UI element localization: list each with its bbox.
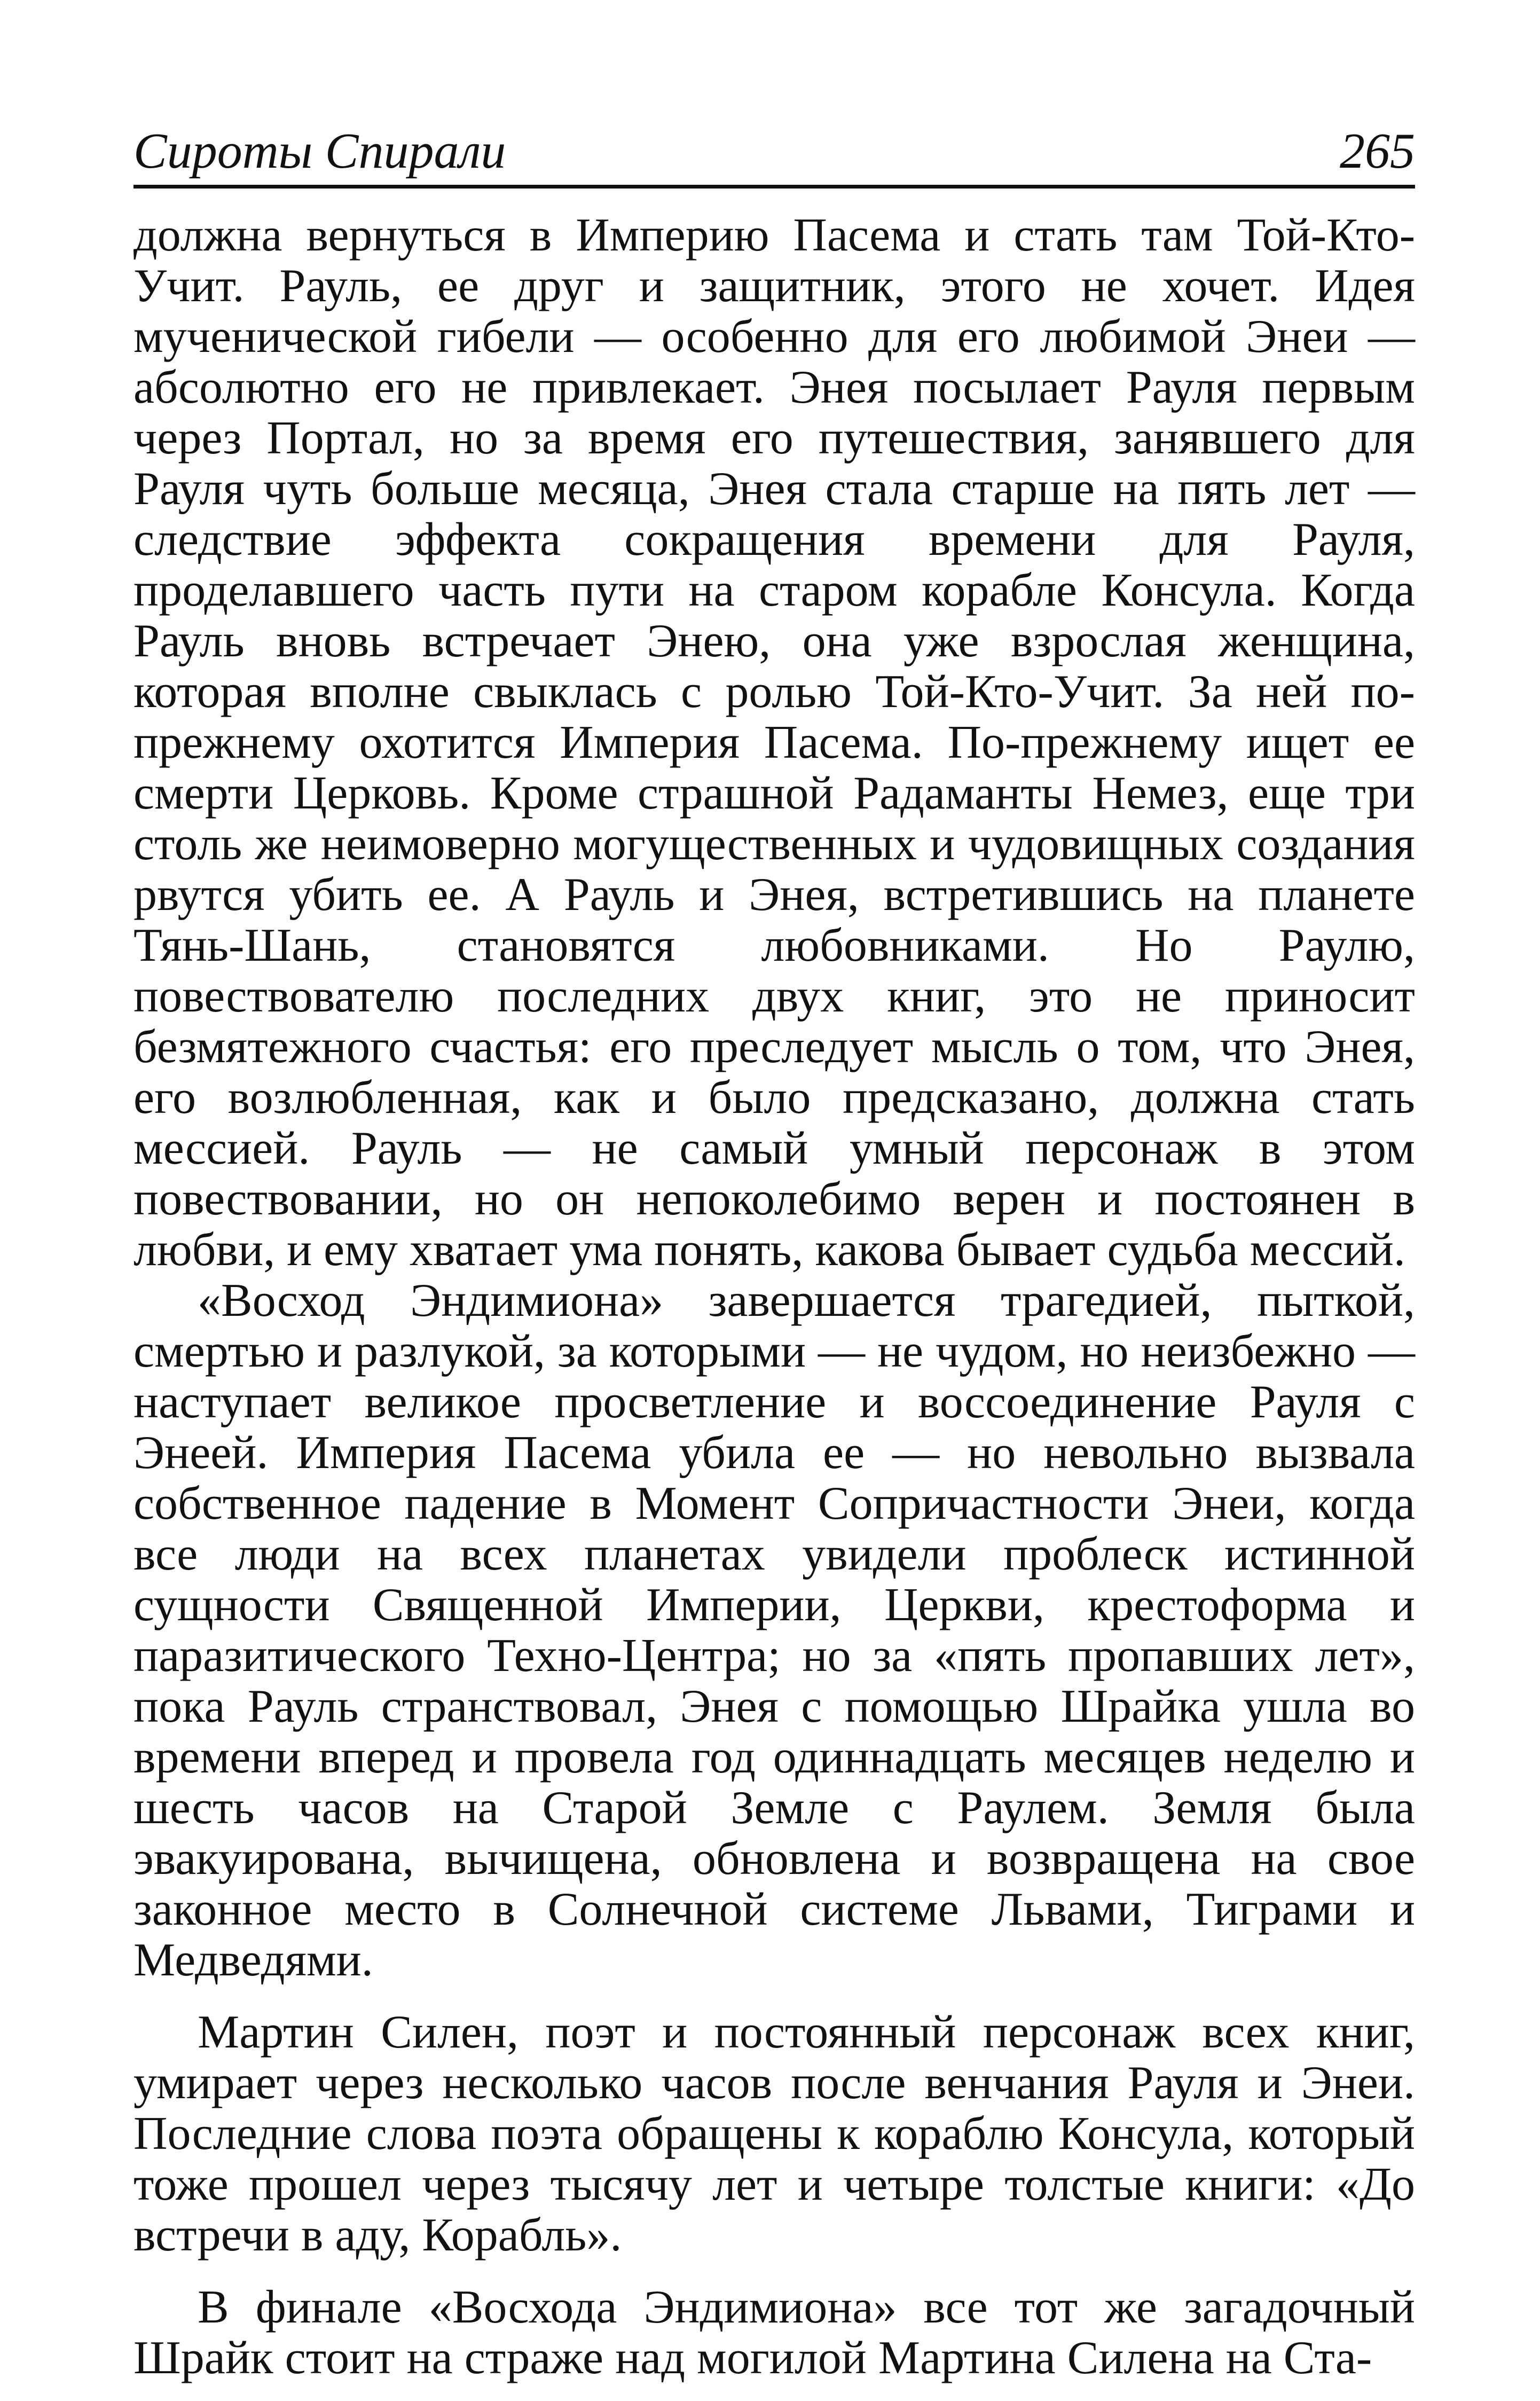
book-page [133,96,1415,2383]
paragraph-endymion-rising: «Восход Эндимиона» завершается трагедией, пыткой, смертью и разлукой, за которыми — не чудом, но неизбежно — наступает великое просветление и воссоединение Рауля с Энеей. Империя Пасема убила ее — но невольно вызвала собственное падение в Момент Сопричастности Энеи, когда все люди на всех планетах увидели проблеск истинной сущности Священной Империи, Церкви, крестоформа и паразитического Техно-Центра; но за «пять пропавших лет», пока Рауль странствовал, Энея с помощью Шрайка ушла во времени вперед и провела год одиннадцать месяцев неделю и шесть часов на Старой Земле с Раулем. Земля была эвакуирована, вычищена, обновлена и возвращена на свое законное место в Солнечной системе Львами, Тиграми и Медведями. [133,1275,1415,1986]
header-rule [133,185,1415,189]
running-title: Сироты Спирали [133,123,506,179]
body-text [133,210,1415,2383]
paragraph-martin-silenus: Мартин Силен, поэт и постоянный персонаж всех книг, умирает через несколько часов после венчания Рауля и Энеи. Последние слова поэта обращены к кораблю Консула, который тоже прошел через тысячу лет и четыре толстые книги: «До встречи в аду, Корабль». [133,2006,1415,2261]
page-number: 265 [1340,123,1415,179]
paragraph-continued: должна вернуться в Империю Пасема и стать там Той-Кто-Учит. Рауль, ее друг и защитник, этого не хочет. Идея мученической гибели — особенно для его любимой Энеи — абсолютно его не привлекает. Энея посылает Рауля первым через Портал, но за время его путешествия, занявшего для Рауля чуть больше месяца, Энея стала старше на пять лет — следствие эффекта сокращения времени для Рауля, проделавшего часть пути на старом корабле Консула. Когда Рауль вновь встречает Энею, она уже взрослая женщина, которая вполне свыклась с ролью Той-Кто-Учит. За ней по-прежнему охотится Империя Пасема. По-прежнему ищет ее смерти Церковь. Кроме страшной Радаманты Немез, еще три столь же неимоверно могущественных и чудовищных создания рвутся убить ее. А Рауль и Энея, встретившись на планете Тянь-Шань, становятся любовниками. Но Раулю, повествователю последних двух книг, это не приносит безмятежного счастья: его преследует мысль о том, что Энея, его возлюбленная, как и было предсказано, должна стать мессией. Рауль — не самый умный персонаж в этом повествовании, но он непоколебимо верен и постоянен в любви, и ему хватает ума понять, какова бывает судьба мессий. [133,209,1415,1276]
paragraph-finale: В финале «Восхода Эндимиона» все тот же загадочный Шрайк стоит на страже над могилой Мартина Силена на Ста- [133,2281,1415,2384]
running-head [133,96,1415,179]
